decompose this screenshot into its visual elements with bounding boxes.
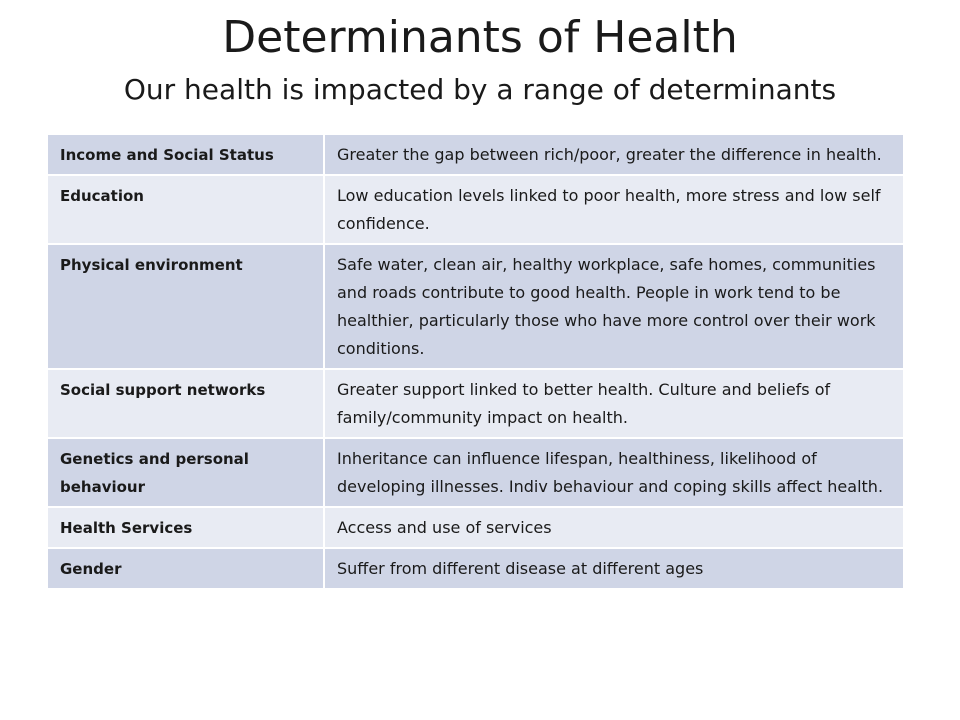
- description-cell: Low education levels linked to poor health, more stress and low self confidence.: [324, 175, 903, 244]
- factor-cell: Income and Social Status: [48, 134, 324, 175]
- factor-cell: Health Services: [48, 507, 324, 548]
- description-cell: Inheritance can influence lifespan, healthiness, likelihood of developing illnesses. Indiv behaviour and coping skills affect health.: [324, 438, 903, 507]
- description-cell: Access and use of services: [324, 507, 903, 548]
- factor-cell: Education: [48, 175, 324, 244]
- table-row: [48, 438, 903, 507]
- determinants-table: [48, 133, 903, 588]
- slide-subtitle: Our health is impacted by a range of determinants: [123, 73, 837, 106]
- table-row: [48, 369, 903, 438]
- table-row: [48, 548, 903, 588]
- factor-cell: Social support networks: [48, 369, 324, 438]
- description-cell: Suffer from different disease at different ages: [324, 548, 903, 588]
- factor-cell: Genetics and personal behaviour: [48, 438, 324, 507]
- factor-cell: Physical environment: [48, 244, 324, 369]
- table-row: [48, 507, 903, 548]
- description-cell: Greater the gap between rich/poor, greater the difference in health.: [324, 134, 903, 175]
- slide-title: Determinants of Health: [222, 12, 738, 63]
- description-cell: Greater support linked to better health. Culture and beliefs of family/community impact on health.: [324, 369, 903, 438]
- table-row: [48, 244, 903, 369]
- factor-cell: Gender: [48, 548, 324, 588]
- description-cell: Safe water, clean air, healthy workplace, safe homes, communities and roads contribute to good health. People in work tend to be healthier, particularly those who have more control over their work conditions.: [324, 244, 903, 369]
- table-row: [48, 175, 903, 244]
- table-row: [48, 134, 903, 175]
